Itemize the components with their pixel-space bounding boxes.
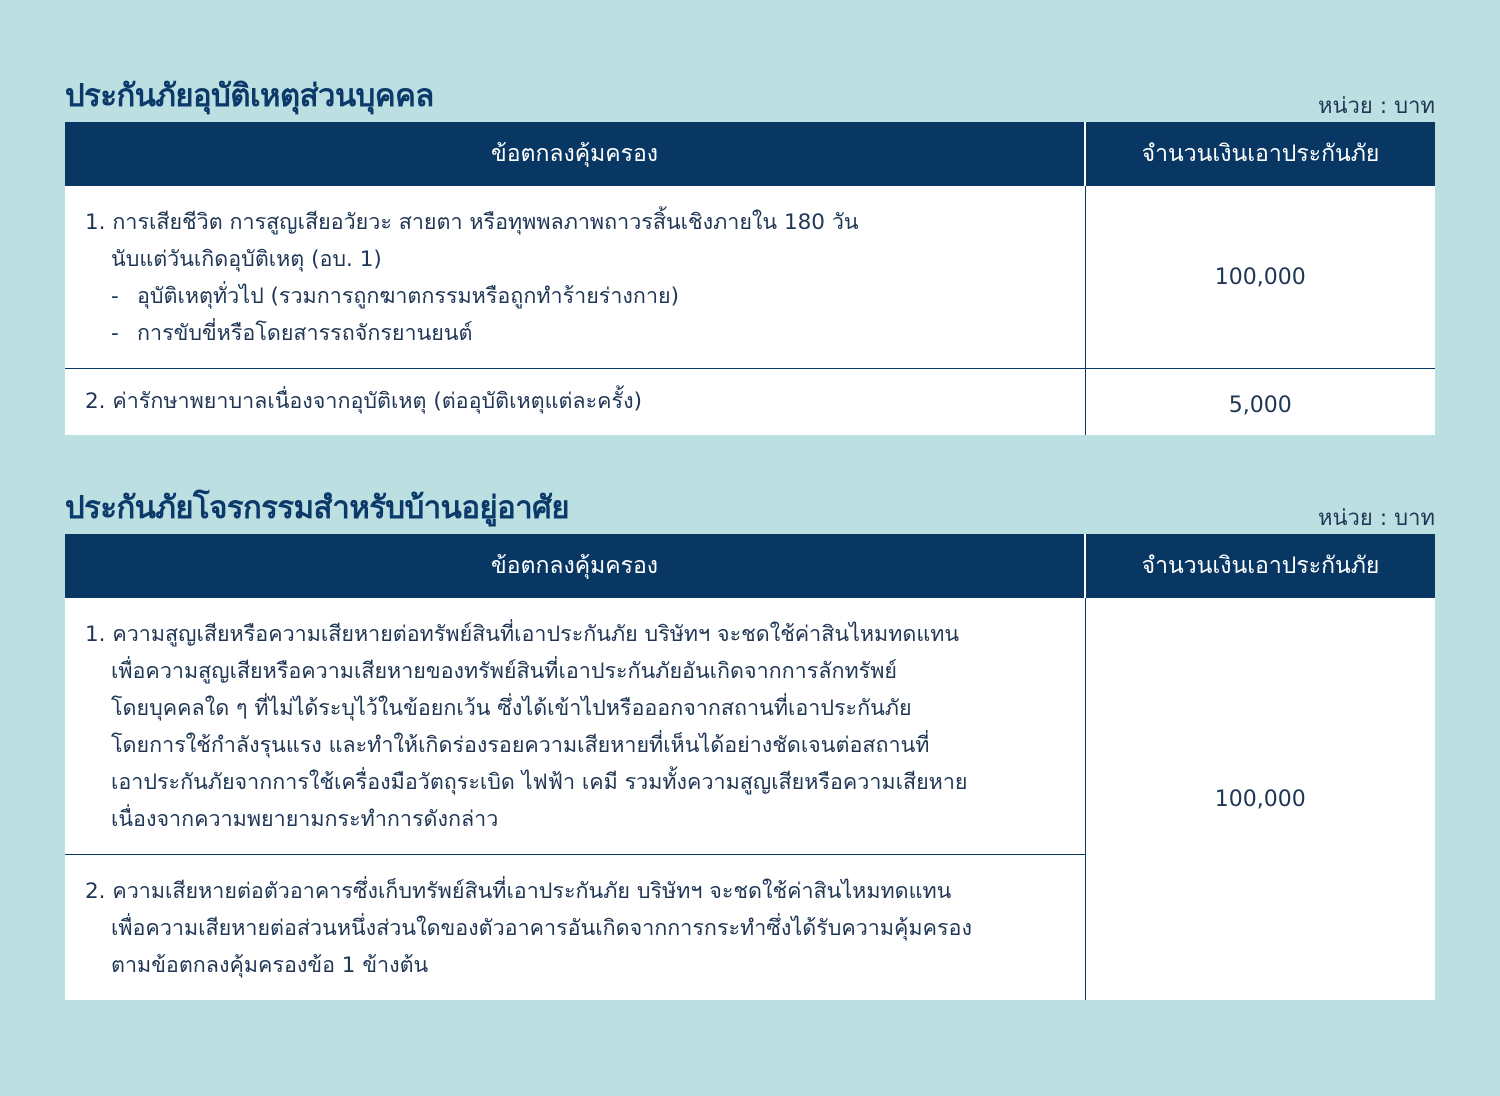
table-header-row bbox=[65, 534, 1435, 598]
coverage-line: นับแต่วันเกิดอุบัติเหตุ (อบ. 1) bbox=[111, 247, 382, 272]
coverage-line: โดยการใช้กำลังรุนแรง และทำให้เกิดร่องรอยความเสียหายที่เห็นได้อย่างชัดเจนต่อสถานที่ bbox=[111, 733, 930, 758]
bullet-text: อุบัติเหตุทั่วไป (รวมการถูกฆาตกรรมหรือถูกทำร้ายร่างกาย) bbox=[137, 284, 680, 309]
amount-column-header: จำนวนเงินเอาประกันภัย bbox=[1085, 534, 1435, 598]
coverage-description bbox=[65, 369, 1085, 435]
coverage-table bbox=[65, 122, 1435, 435]
coverage-line: 1. การเสียชีวิต การสูญเสียอวัยวะ สายตา หรือทุพพลภาพถาวรสิ้นเชิงภายใน 180 วัน bbox=[85, 210, 859, 235]
coverage-column-header: ข้อตกลงคุ้มครอง bbox=[65, 122, 1085, 186]
coverage-line: ตามข้อตกลงคุ้มครองข้อ 1 ข้างต้น bbox=[111, 953, 429, 978]
amount-column-header: จำนวนเงินเอาประกันภัย bbox=[1085, 122, 1435, 186]
coverage-bullet bbox=[85, 278, 1065, 315]
coverage-line: โดยบุคคลใด ๆ ที่ไม่ได้ระบุไว้ในข้อยกเว้น ซึ่งได้เข้าไปหรือออกจากสถานที่เอาประกันภัย bbox=[111, 696, 912, 721]
table-row bbox=[65, 369, 1435, 435]
coverage-amount: 5,000 bbox=[1085, 369, 1435, 435]
section-header bbox=[65, 482, 1435, 534]
coverage-line: เนื่องจากความพยายามกระทำการดังกล่าว bbox=[111, 807, 499, 832]
coverage-description bbox=[65, 186, 1085, 369]
coverage-line: 2. ความเสียหายต่อตัวอาคารซึ่งเก็บทรัพย์สินที่เอาประกันภัย บริษัทฯ จะชดใช้ค่าสินไหมทดแทน bbox=[85, 879, 952, 904]
coverage-line: เพื่อความสูญเสียหรือความเสียหายของทรัพย์สินที่เอาประกันภัยอันเกิดจากการลักทรัพย์ bbox=[111, 659, 897, 684]
coverage-amount: 100,000 bbox=[1214, 786, 1306, 812]
coverage-table bbox=[65, 534, 1435, 1000]
section-title: ประกันภัยอุบัติเหตุส่วนบุคคล bbox=[65, 78, 434, 114]
coverage-amount: 100,000 bbox=[1214, 264, 1306, 290]
coverage-bullet bbox=[85, 315, 1065, 352]
dash-mark: - bbox=[111, 284, 119, 309]
coverage-line: เพื่อความเสียหายต่อส่วนหนึ่งส่วนใดของตัวอาคารอันเกิดจากการกระทำซึ่งได้รับความคุ้มครอง bbox=[111, 916, 972, 941]
bullet-text: การขับขี่หรือโดยสารรถจักรยานยนต์ bbox=[137, 321, 473, 346]
table-header-row bbox=[65, 122, 1435, 186]
unit-label: หน่วย : บาท bbox=[1317, 506, 1435, 531]
coverage-description bbox=[65, 855, 1085, 1001]
coverage-column-header: ข้อตกลงคุ้มครอง bbox=[65, 534, 1085, 598]
table-row bbox=[65, 186, 1435, 369]
personal-accident-section bbox=[65, 70, 1435, 435]
coverage-line: เอาประกันภัยจากการใช้เครื่องมือวัตถุระเบิด ไฟฟ้า เคมี รวมทั้งความสูญเสียหรือความเสียหาย bbox=[111, 770, 968, 795]
section-header bbox=[65, 70, 1435, 122]
coverage-description bbox=[65, 598, 1085, 855]
dash-mark: - bbox=[111, 321, 119, 346]
coverage-line: 1. ความสูญเสียหรือความเสียหายต่อทรัพย์สินที่เอาประกันภัย บริษัทฯ จะชดใช้ค่าสินไหมทดแทน bbox=[85, 622, 960, 647]
home-burglary-section bbox=[65, 482, 1435, 1000]
coverage-line: 2. ค่ารักษาพยาบาลเนื่องจากอุบัติเหตุ (ต่ออุบัติเหตุแต่ละครั้ง) bbox=[85, 389, 642, 414]
unit-label: หน่วย : บาท bbox=[1317, 94, 1435, 119]
table-row bbox=[65, 598, 1435, 855]
section-title: ประกันภัยโจรกรรมสำหรับบ้านอยู่อาศัย bbox=[65, 490, 570, 526]
